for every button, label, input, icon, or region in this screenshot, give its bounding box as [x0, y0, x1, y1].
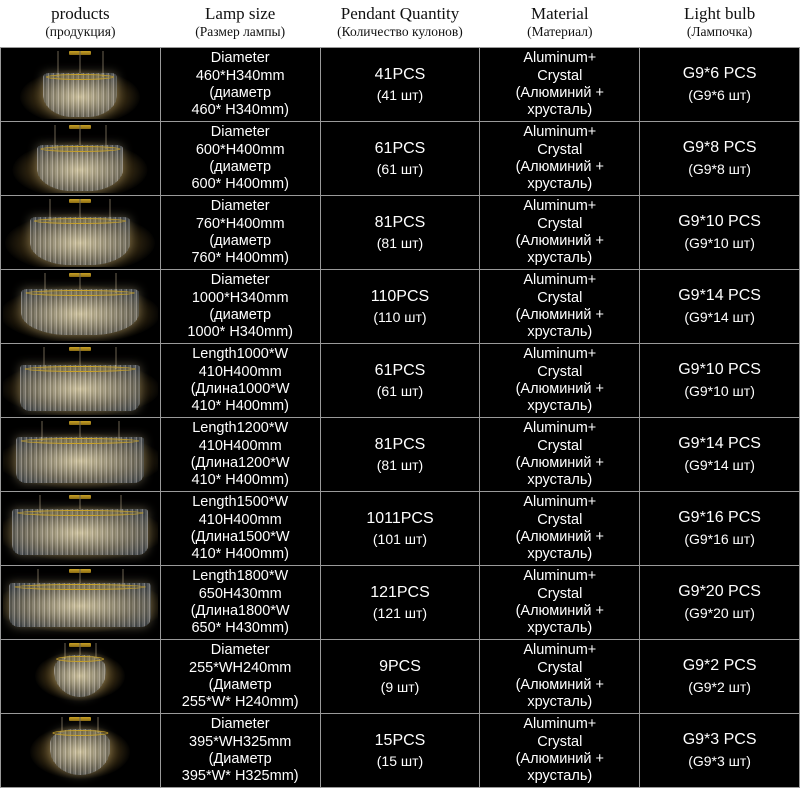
light-bulb-value-ru: (G9*2 шт)	[688, 679, 751, 696]
material-line: Aluminum+	[523, 716, 597, 733]
product-image-cell	[1, 344, 161, 418]
lamp-size-cell	[160, 48, 320, 122]
material-line: Crystal	[537, 659, 583, 676]
material-cell	[480, 566, 640, 640]
pendant-quantity-value: 9PCS	[379, 657, 421, 675]
lamp-size-line: Diameter	[210, 50, 270, 67]
light-bulb-value-ru: (G9*16 шт)	[684, 531, 755, 548]
lamp-size-line: (Диаметр	[208, 676, 272, 693]
pendant-quantity-value-ru: (81 шт)	[376, 234, 424, 251]
chandelier-icon	[3, 51, 158, 119]
pendant-quantity-value: 110PCS	[370, 287, 430, 305]
lamp-size-line: 410H400mm	[198, 511, 282, 528]
material-line: хрусталь)	[527, 693, 593, 710]
material-cell	[480, 492, 640, 566]
lamp-size-line: 650H430mm	[198, 585, 282, 602]
lamp-size-line: Length1500*W	[192, 494, 289, 511]
pendant-quantity-cell	[320, 714, 480, 788]
light-bulb-value: G9*10 PCS	[678, 361, 761, 379]
material-line: (Алюминий +	[515, 306, 605, 323]
lamp-size-cell	[160, 492, 320, 566]
lamp-size-line: (диаметр	[209, 84, 272, 101]
lamp-size-line: Diameter	[210, 716, 270, 733]
material-cell	[480, 714, 640, 788]
lamp-size-line: 255*WH240mm	[189, 659, 292, 676]
pendant-quantity-value: 81PCS	[374, 213, 426, 231]
lamp-size-line: (Длина1000*W	[190, 380, 290, 397]
pendant-quantity-value: 81PCS	[374, 435, 426, 453]
lamp-size-line: 460*H340mm	[195, 67, 285, 84]
lamp-size-line: 650* H430mm)	[191, 619, 289, 636]
material-line: хрусталь)	[527, 619, 593, 636]
material-line: хрусталь)	[527, 545, 593, 562]
pendant-quantity-value-ru: (61 шт)	[376, 382, 424, 399]
material-line: хрусталь)	[527, 249, 593, 266]
light-bulb-value: G9*10 PCS	[678, 213, 761, 231]
table-row	[1, 48, 800, 122]
table-row	[1, 196, 800, 270]
light-bulb-value: G9*14 PCS	[678, 435, 761, 453]
lamp-size-line: 255*W* H240mm)	[181, 693, 299, 710]
pendant-quantity-cell	[320, 566, 480, 640]
table-body	[1, 48, 800, 788]
table-row	[1, 714, 800, 788]
light-bulb-cell	[640, 418, 800, 492]
chandelier-icon	[3, 643, 158, 711]
chandelier-icon	[3, 125, 158, 193]
light-bulb-cell	[640, 270, 800, 344]
lamp-size-line: 395*WH325mm	[189, 733, 292, 750]
lamp-size-line: Length1800*W	[192, 568, 289, 585]
lamp-size-line: Diameter	[210, 272, 270, 289]
material-line: Aluminum+	[523, 494, 597, 511]
pendant-quantity-value-ru: (81 шт)	[376, 456, 424, 473]
material-line: (Алюминий +	[515, 232, 605, 249]
material-line: Crystal	[537, 141, 583, 158]
lamp-size-cell	[160, 418, 320, 492]
material-line: Aluminum+	[523, 420, 597, 437]
table-row	[1, 418, 800, 492]
table-row	[1, 566, 800, 640]
material-line: хрусталь)	[527, 397, 593, 414]
product-image-cell	[1, 640, 161, 714]
material-line: Aluminum+	[523, 50, 597, 67]
pendant-quantity-value-ru: (110 шт)	[373, 308, 427, 325]
material-cell	[480, 344, 640, 418]
material-cell	[480, 48, 640, 122]
light-bulb-value: G9*8 PCS	[682, 139, 757, 157]
lamp-size-cell	[160, 122, 320, 196]
light-bulb-value-ru: (G9*10 шт)	[684, 383, 755, 400]
pendant-quantity-cell	[320, 492, 480, 566]
light-bulb-value-ru: (G9*8 шт)	[688, 161, 751, 178]
lamp-size-line: Length1000*W	[192, 346, 289, 363]
light-bulb-value-ru: (G9*20 шт)	[684, 605, 755, 622]
pendant-quantity-cell	[320, 196, 480, 270]
column-header-light-bulb: Light bulb (Лампочка)	[640, 0, 800, 48]
lamp-size-line: 395*W* H325mm)	[181, 767, 299, 784]
pendant-quantity-value: 15PCS	[374, 731, 426, 749]
material-line: хрусталь)	[527, 101, 593, 118]
lamp-size-line: Diameter	[210, 198, 270, 215]
material-line: (Алюминий +	[515, 380, 605, 397]
chandelier-icon	[3, 569, 158, 637]
header-row	[1, 0, 800, 48]
material-cell	[480, 122, 640, 196]
chandelier-icon	[3, 347, 158, 415]
material-line: Crystal	[537, 289, 583, 306]
pendant-quantity-cell	[320, 640, 480, 714]
material-line: Crystal	[537, 511, 583, 528]
material-line: Crystal	[537, 363, 583, 380]
lamp-size-cell	[160, 714, 320, 788]
lamp-size-line: 410H400mm	[198, 363, 282, 380]
material-line: Crystal	[537, 437, 583, 454]
lamp-size-line: 410H400mm	[198, 437, 282, 454]
material-line: хрусталь)	[527, 175, 593, 192]
material-line: (Алюминий +	[515, 602, 605, 619]
light-bulb-value: G9*20 PCS	[678, 583, 761, 601]
table-row	[1, 344, 800, 418]
pendant-quantity-value-ru: (121 шт)	[372, 604, 428, 621]
material-line: Aluminum+	[523, 198, 597, 215]
material-line: Aluminum+	[523, 568, 597, 585]
column-header-lamp-size: Lamp size (Размер лампы)	[160, 0, 320, 48]
product-image-cell	[1, 566, 161, 640]
column-header-products: products (продукция)	[1, 0, 161, 48]
material-line: Crystal	[537, 585, 583, 602]
light-bulb-value: G9*3 PCS	[682, 731, 757, 749]
pendant-quantity-value-ru: (61 шт)	[376, 160, 424, 177]
material-line: хрусталь)	[527, 767, 593, 784]
pendant-quantity-cell	[320, 344, 480, 418]
material-line: Aluminum+	[523, 642, 597, 659]
product-image-cell	[1, 196, 161, 270]
chandelier-icon	[3, 421, 158, 489]
material-line: (Алюминий +	[515, 84, 605, 101]
light-bulb-value: G9*14 PCS	[678, 287, 761, 305]
light-bulb-value-ru: (G9*10 шт)	[684, 235, 755, 252]
chandelier-icon	[3, 717, 158, 785]
lamp-size-line: (Диаметр	[208, 750, 272, 767]
light-bulb-value-ru: (G9*14 шт)	[684, 309, 755, 326]
pendant-quantity-value: 121PCS	[370, 583, 430, 601]
chandelier-icon	[3, 273, 158, 341]
product-image-cell	[1, 714, 161, 788]
lamp-size-cell	[160, 640, 320, 714]
material-line: (Алюминий +	[515, 528, 605, 545]
table-row	[1, 122, 800, 196]
product-image-cell	[1, 122, 161, 196]
light-bulb-cell	[640, 122, 800, 196]
material-cell	[480, 196, 640, 270]
lamp-size-cell	[160, 344, 320, 418]
material-line: (Алюминий +	[515, 676, 605, 693]
light-bulb-cell	[640, 492, 800, 566]
light-bulb-value-ru: (G9*3 шт)	[688, 753, 751, 770]
lamp-size-line: (Длина1200*W	[190, 454, 290, 471]
pendant-quantity-value-ru: (9 шт)	[380, 678, 420, 695]
material-line: (Алюминий +	[515, 750, 605, 767]
material-line: Crystal	[537, 215, 583, 232]
lamp-size-line: Length1200*W	[192, 420, 289, 437]
lamp-size-cell	[160, 566, 320, 640]
lamp-size-line: 600*H400mm	[195, 141, 285, 158]
light-bulb-value-ru: (G9*6 шт)	[688, 87, 751, 104]
pendant-quantity-cell	[320, 122, 480, 196]
light-bulb-value: G9*2 PCS	[682, 657, 757, 675]
lamp-size-line: (диаметр	[209, 232, 272, 249]
light-bulb-cell	[640, 714, 800, 788]
product-image-cell	[1, 270, 161, 344]
lamp-size-line: 410* H400mm)	[191, 397, 289, 414]
product-image-cell	[1, 48, 161, 122]
material-line: Aluminum+	[523, 124, 597, 141]
material-line: Crystal	[537, 733, 583, 750]
pendant-quantity-value-ru: (101 шт)	[372, 530, 428, 547]
lamp-size-line: 1000*H340mm	[191, 289, 289, 306]
column-header-pendant-quantity: Pendant Quantity (Количество кулонов)	[320, 0, 480, 48]
pendant-quantity-cell	[320, 270, 480, 344]
lamp-size-line: 600* H400mm)	[191, 175, 289, 192]
column-header-material: Material (Материал)	[480, 0, 640, 48]
material-cell	[480, 640, 640, 714]
product-image-cell	[1, 492, 161, 566]
light-bulb-value-ru: (G9*14 шт)	[684, 457, 755, 474]
light-bulb-cell	[640, 48, 800, 122]
lamp-size-cell	[160, 270, 320, 344]
light-bulb-cell	[640, 196, 800, 270]
material-line: Crystal	[537, 67, 583, 84]
material-line: Aluminum+	[523, 346, 597, 363]
chandelier-icon	[3, 495, 158, 563]
chandelier-icon	[3, 199, 158, 267]
material-cell	[480, 418, 640, 492]
material-line: (Алюминий +	[515, 158, 605, 175]
table-row	[1, 492, 800, 566]
pendant-quantity-value: 61PCS	[374, 361, 426, 379]
light-bulb-cell	[640, 640, 800, 714]
lamp-size-line: 1000* H340mm)	[187, 323, 293, 340]
material-cell	[480, 270, 640, 344]
lamp-size-line: (Длина1800*W	[190, 602, 290, 619]
table-header	[1, 0, 800, 48]
lamp-size-line: Diameter	[210, 124, 270, 141]
pendant-quantity-value: 1011PCS	[366, 509, 434, 527]
material-line: (Алюминий +	[515, 454, 605, 471]
product-image-cell	[1, 418, 161, 492]
pendant-quantity-value: 61PCS	[374, 139, 426, 157]
lamp-size-line: 460* H340mm)	[191, 101, 289, 118]
pendant-quantity-value-ru: (41 шт)	[376, 86, 424, 103]
table-row	[1, 270, 800, 344]
pendant-quantity-cell	[320, 48, 480, 122]
light-bulb-cell	[640, 566, 800, 640]
material-line: хрусталь)	[527, 323, 593, 340]
pendant-quantity-value-ru: (15 шт)	[376, 752, 424, 769]
lamp-size-line: 410* H400mm)	[191, 545, 289, 562]
lamp-size-cell	[160, 196, 320, 270]
lamp-size-line: (Длина1500*W	[190, 528, 290, 545]
material-line: Aluminum+	[523, 272, 597, 289]
light-bulb-cell	[640, 344, 800, 418]
lamp-size-line: 760* H400mm)	[191, 249, 289, 266]
material-line: хрусталь)	[527, 471, 593, 488]
lamp-size-line: 760*H400mm	[195, 215, 285, 232]
lamp-size-line: 410* H400mm)	[191, 471, 289, 488]
lamp-size-line: (диаметр	[209, 306, 272, 323]
lamp-size-line: Diameter	[210, 642, 270, 659]
pendant-quantity-value: 41PCS	[374, 65, 426, 83]
table-row	[1, 640, 800, 714]
light-bulb-value: G9*16 PCS	[678, 509, 761, 527]
light-bulb-value: G9*6 PCS	[682, 65, 757, 83]
lamp-size-line: (диаметр	[209, 158, 272, 175]
pendant-quantity-cell	[320, 418, 480, 492]
